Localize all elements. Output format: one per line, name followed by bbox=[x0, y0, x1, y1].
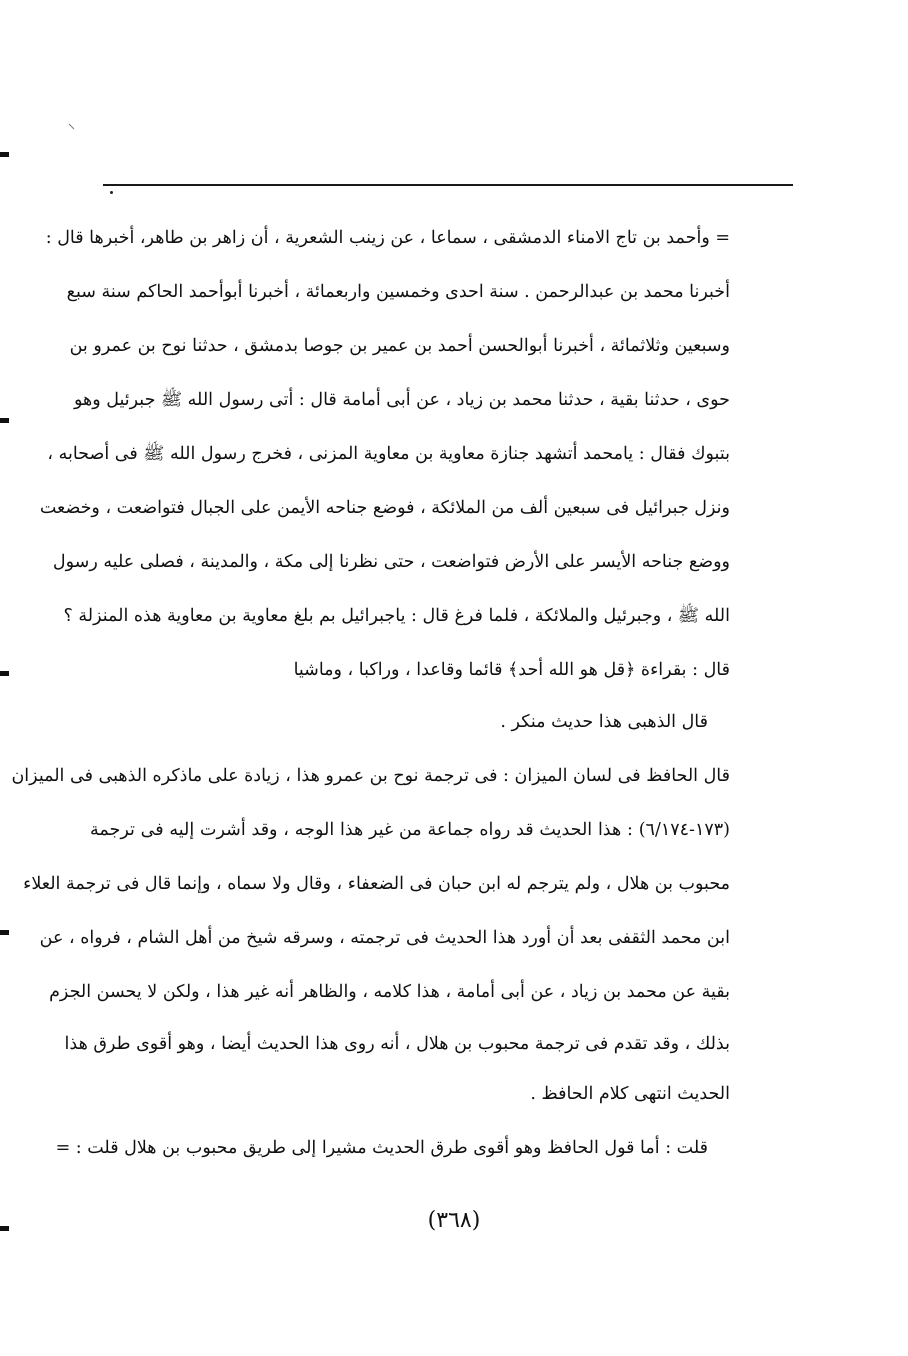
footnote-line: وسبعين وثلاثمائة ، أخبرنا أبوالحسن أحمد بن عمير بن جوصا بدمشق ، حدثنا نوح بن عمرو بن bbox=[69, 336, 730, 356]
footnote-line: ابن محمد الثقفى بعد أن أورد هذا الحديث فى ترجمته ، وسرقه شيخ من أهل الشام ، فرواه ، عن bbox=[39, 928, 730, 948]
footnote-line: (١٧٣-٦/١٧٤) : هذا الحديث قد رواه جماعة من غير هذا الوجه ، وقد أشرت إليه فى ترجمة bbox=[90, 820, 730, 840]
footnote-line: قال : بقراءة ﴿قل هو الله أحد﴾ قائما وقاعدا ، وراكبا ، وماشيا bbox=[293, 660, 730, 680]
footnote-separator-rule bbox=[103, 184, 793, 186]
page-number: (٣٦٨) bbox=[427, 1208, 481, 1233]
footnote-line: ووضع جناحه الأيسر على الأرض فتواضعت ، حتى نظرنا إلى مكة ، والمدينة ، فصلى عليه رسول bbox=[52, 552, 730, 572]
footnote-line: بتبوك فقال : يامحمد أتشهد جنازة معاوية بن معاوية المزنى ، فخرج رسول الله ﷺ فى أصحابه ، bbox=[47, 444, 730, 464]
dhahabi-note: قال الذهبى هذا حديث منكر . bbox=[500, 712, 708, 732]
footnote-line: الله ﷺ ، وجبرئيل والملائكة ، فلما فرغ قال : ياجبرائيل بم بلغ معاوية بن معاوية هذه المنزلة ؟ bbox=[63, 606, 730, 626]
footnote-line: ونزل جبرائيل فى سبعين ألف من الملائكة ، فوضع جناحه الأيمن على الجبال فتواضعت ، وخضعت bbox=[39, 498, 730, 518]
footnote-line: الحديث انتهى كلام الحافظ . bbox=[530, 1084, 730, 1104]
footnote-line: = وأحمد بن تاج الامناء الدمشقى ، سماعا ، عن زينب الشعرية ، أن زاهر بن طاهر، أخبرها قال : bbox=[45, 228, 730, 248]
stray-mark bbox=[69, 124, 75, 130]
footnote-line: بقية عن محمد بن زياد ، عن أبى أمامة ، هذا كلامه ، والظاهر أنه غير هذا ، ولكن لا يحسن الجزم bbox=[49, 982, 730, 1002]
footnote-line: قال الحافظ فى لسان الميزان : فى ترجمة نوح بن عمرو هذا ، زيادة على ماذكره الذهبى فى الميزان bbox=[11, 766, 730, 786]
footnote-line: حوى ، حدثنا بقية ، حدثنا محمد بن زياد ، عن أبى أمامة قال : أتى رسول الله ﷺ جبرئيل وهو bbox=[73, 390, 730, 410]
rule-dot bbox=[110, 191, 113, 194]
footnote-line: أخبرنا محمد بن عبدالرحمن . سنة احدى وخمسين واربعمائة ، أخبرنا أبوأحمد الحاكم سنة سبع bbox=[66, 282, 730, 302]
footnote-line: بذلك ، وقد تقدم فى ترجمة محبوب بن هلال ، أنه روى هذا الحديث أيضا ، وهو أقوى طرق هذا bbox=[64, 1034, 730, 1054]
edge-mark bbox=[0, 418, 9, 423]
footnote-line: محبوب بن هلال ، ولم يترجم له ابن حبان فى الضعفاء ، وقال ولا سماه ، وإنما قال فى ترجمة العلاء bbox=[23, 874, 730, 894]
edge-mark bbox=[0, 671, 9, 676]
edge-mark bbox=[0, 152, 9, 157]
edge-mark bbox=[0, 930, 9, 935]
footnote-line: قلت : أما قول الحافظ وهو أقوى طرق الحديث مشيرا إلى طريق محبوب بن هلال قلت : = bbox=[55, 1138, 708, 1158]
